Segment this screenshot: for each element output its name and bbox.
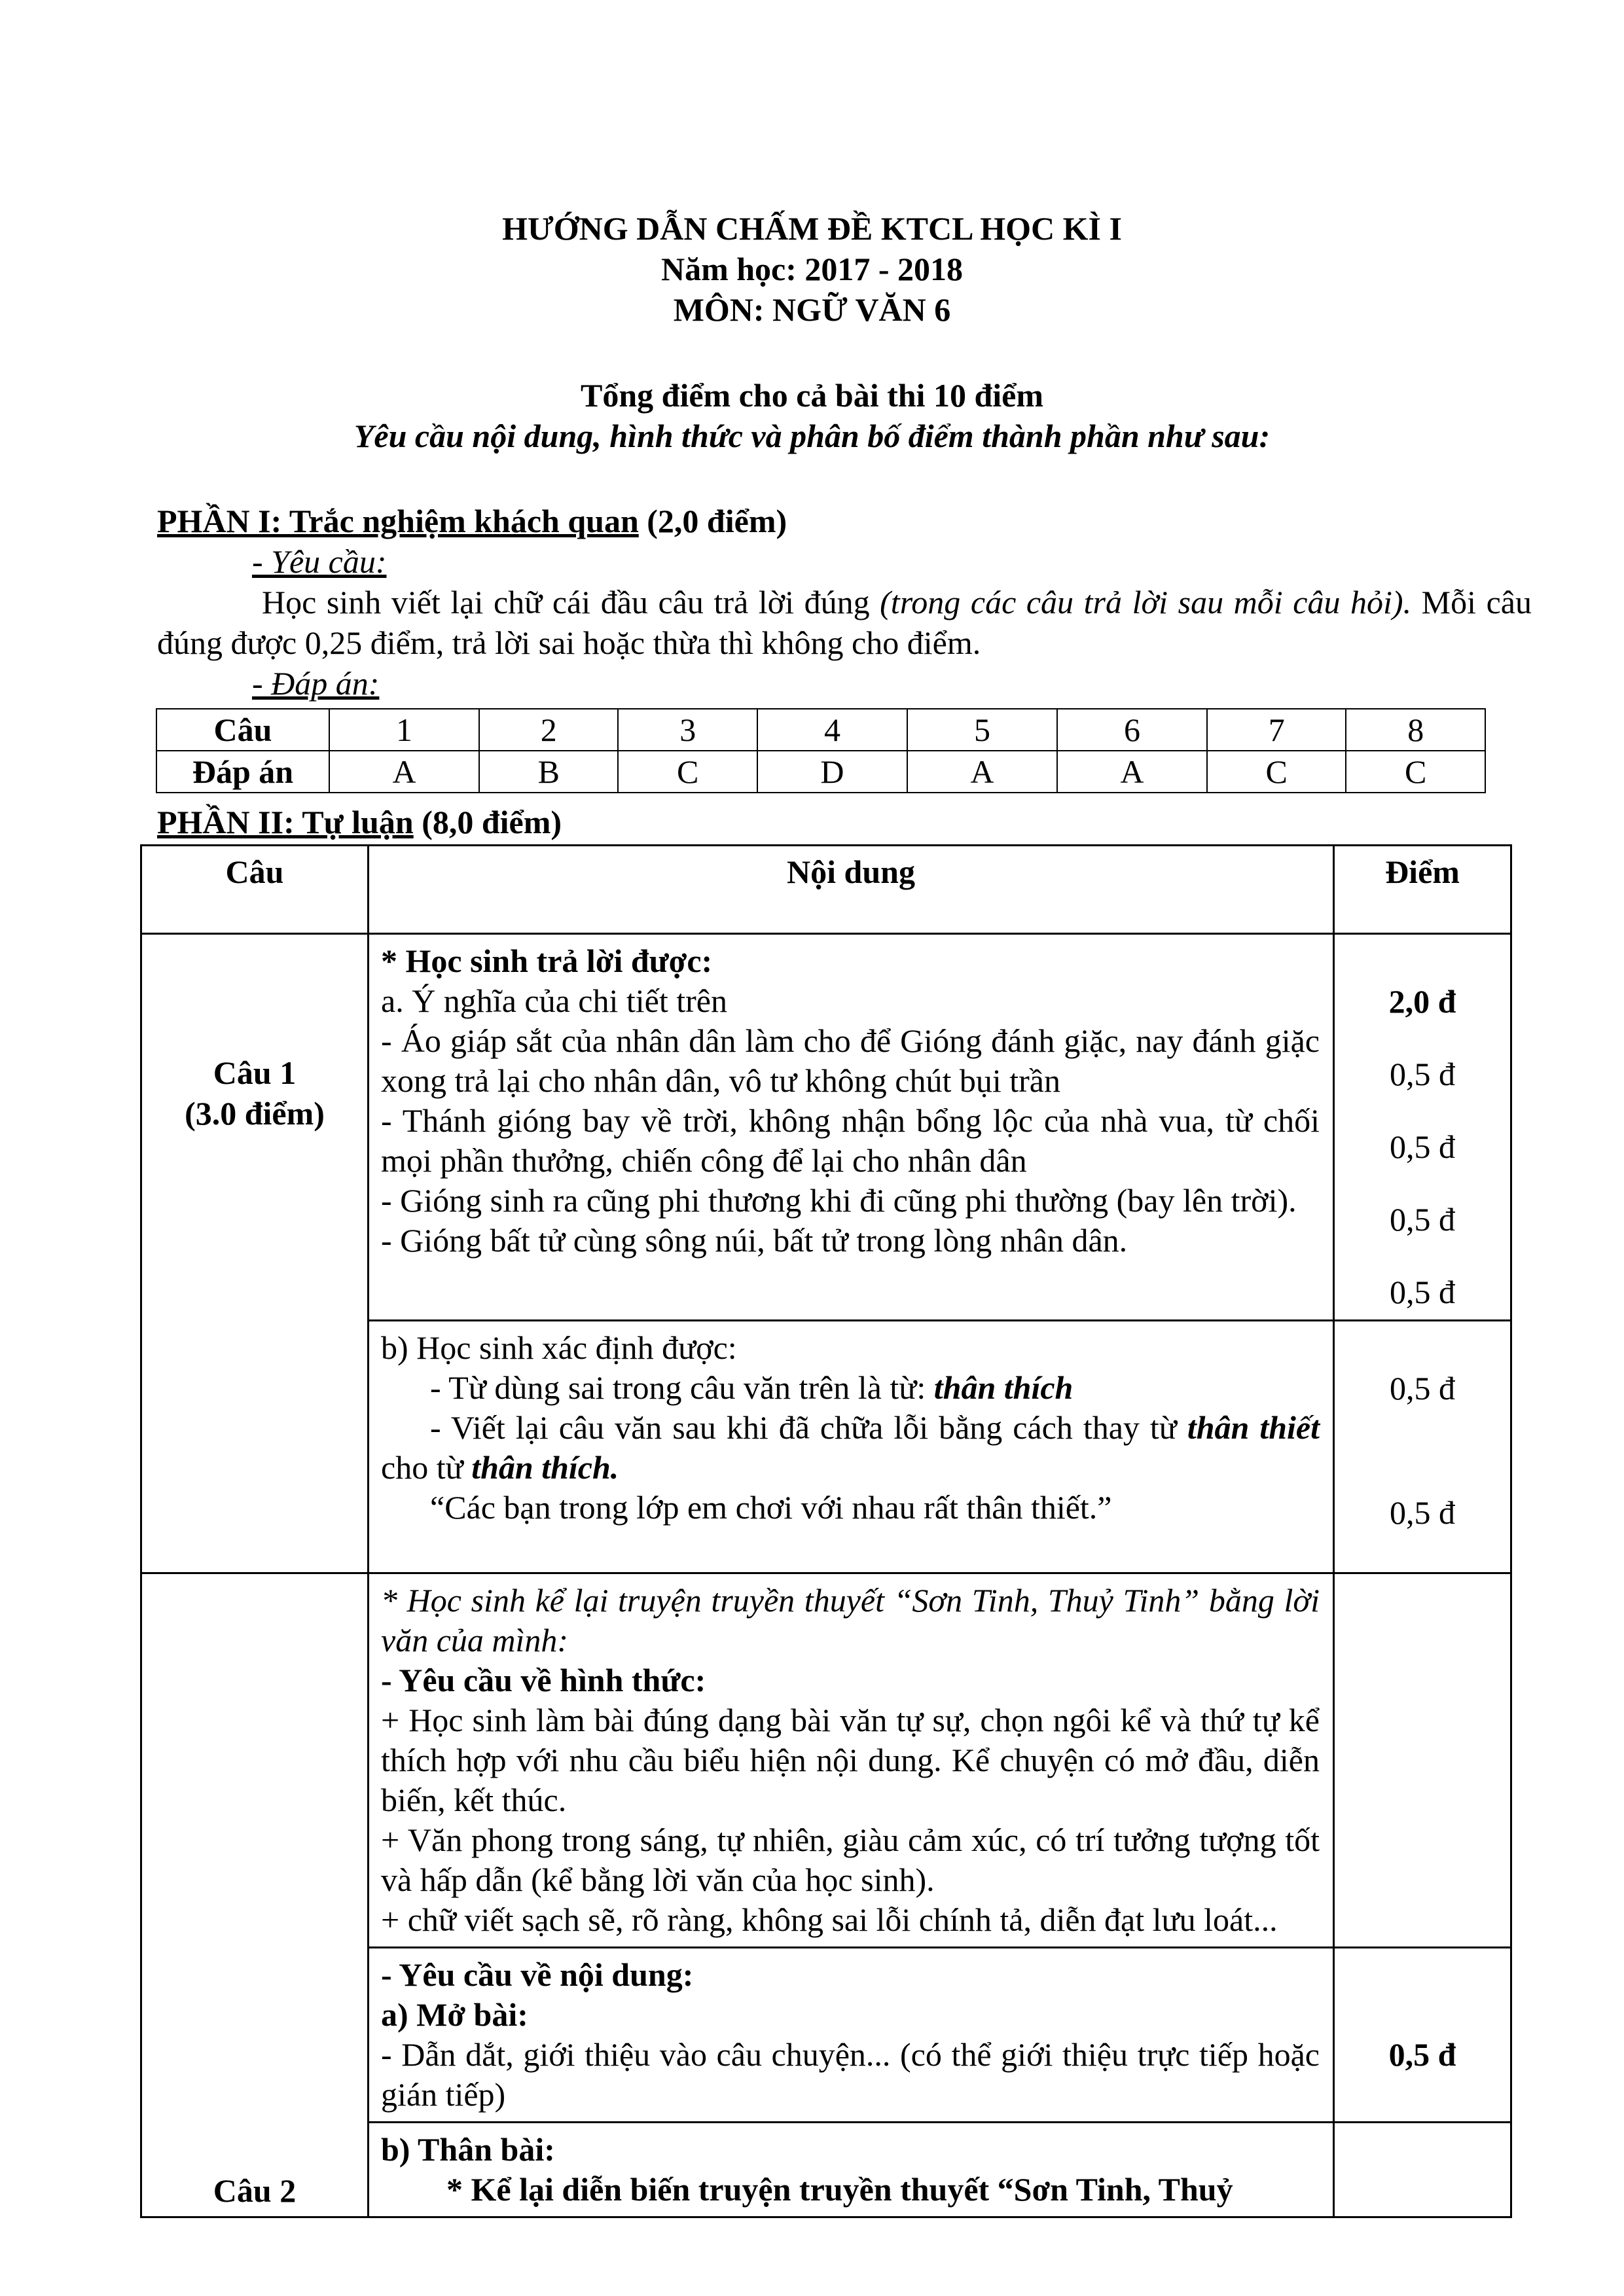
q1-b-score: 0,5 đ	[1390, 1494, 1455, 1531]
part1-title: PHẦN I: Trắc nghiệm khách quan	[157, 503, 639, 539]
answer-cell: A	[329, 751, 479, 793]
q2-content-open	[369, 1948, 1334, 2123]
q1-a-score: 0,5 đ	[1390, 1201, 1455, 1238]
q2-form-item: + chữ viết sạch sẽ, rõ ràng, không sai lỗi chính tả, diễn đạt lưu loát...	[381, 1901, 1278, 1938]
q1-b-line2-mid: cho từ	[381, 1449, 472, 1486]
part1-section	[157, 501, 1532, 704]
q1-b-wrong-word: thân thích	[933, 1369, 1074, 1406]
document-header	[0, 208, 1624, 330]
q1-a-score: 0,5 đ	[1390, 1128, 1455, 1165]
q2-label-cell	[141, 1573, 369, 2217]
q2-form-title: - Yêu cầu về hình thức:	[381, 1662, 706, 1698]
q1-b-line2-text: - Viết lại câu văn sau khi đã chữa lỗi bằng cách thay từ	[430, 1409, 1187, 1446]
req-text-a: Học sinh viết lại chữ cái đầu câu trả lời đúng	[262, 584, 880, 620]
part2-points: (8,0 điểm)	[413, 804, 562, 840]
question-number: 4	[757, 709, 907, 751]
q1-label: Câu 1	[213, 1054, 297, 1091]
answer-table-header: Đáp án	[156, 751, 329, 793]
answer-cell: D	[757, 751, 907, 793]
q1-a-item: - Áo giáp sắt của nhân dân làm cho để Gióng đánh giặc, nay đánh giặc xong trả lại cho nhân dân, vô tư không chút bụi trần	[381, 1022, 1320, 1099]
question-number: 2	[479, 709, 618, 751]
q1-b-line1	[381, 1368, 1320, 1408]
q1-b-line2	[381, 1408, 1320, 1488]
answer-table-row-answers	[156, 751, 1485, 793]
q1-b-score: 0,5 đ	[1390, 1370, 1455, 1407]
q1-b-wrong-word-2: thân thích.	[471, 1449, 619, 1486]
answer-cell: C	[1346, 751, 1485, 793]
part1-req-text	[157, 582, 1532, 663]
essay-table-header-row	[141, 846, 1511, 934]
answer-cell: A	[1057, 751, 1207, 793]
q1-label-cell	[141, 934, 369, 1573]
part1-answer-label: - Đáp án:	[252, 665, 380, 702]
answer-table	[156, 708, 1486, 793]
part1-heading	[157, 501, 1532, 541]
q1-b-correct-word: thân thiết	[1187, 1409, 1320, 1446]
col-header-content: Nội dung	[369, 846, 1334, 934]
q1-a-item: - Gióng bất tử cùng sông núi, bất tử trong lòng nhân dân.	[381, 1222, 1128, 1259]
q1-b-line1-text: - Từ dùng sai trong câu văn trên là từ:	[430, 1369, 934, 1406]
part1-req-label: - Yêu cầu:	[252, 543, 387, 580]
answer-cell: C	[618, 751, 757, 793]
q1-b-line3: “Các bạn trong lớp em chơi với nhau rất thân thiết.”	[430, 1489, 1112, 1526]
q1-a-item: - Gióng sinh ra cũng phi thương khi đi cũng phi thường (bay lên trời).	[381, 1182, 1297, 1219]
q1-row-a	[141, 934, 1511, 1321]
q1-b-intro: b) Học sinh xác định được:	[381, 1329, 737, 1366]
q2-open-text: - Dẫn dắt, giới thiệu vào câu chuyện... (có thể giới thiệu trực tiếp hoặc gián tiếp)	[381, 2036, 1320, 2113]
subject: MÔN: NGỮ VĂN 6	[673, 291, 951, 328]
part2-heading	[157, 802, 562, 842]
q2-body-title: b) Thân bài:	[381, 2131, 555, 2168]
school-year: Năm học: 2017 - 2018	[660, 251, 964, 287]
q1-content-b	[369, 1321, 1334, 1573]
req-text-b: (trong các câu trả lời sau mỗi câu hỏi).	[880, 584, 1412, 620]
col-header-question: Câu	[141, 846, 369, 934]
q2-row-form	[141, 1573, 1511, 1948]
question-number: 7	[1207, 709, 1346, 751]
question-number: 6	[1057, 709, 1207, 751]
q2-form-item: + Học sinh làm bài đúng dạng bài văn tự sự, chọn ngôi kể và thứ tự kể thích hợp với nhu cầu biểu hiện nội dung. Kể chuyện có mở đầu, diễn biến, kết thúc.	[381, 1702, 1320, 1818]
total-points: Tổng điểm cho cả bài thi 10 điểm	[581, 377, 1043, 414]
col-header-score: Điểm	[1334, 846, 1511, 934]
q2-form-item: + Văn phong trong sáng, tự nhiên, giàu cảm xúc, có trí tưởng tượng tốt và hấp dẫn (kể bằng lời văn của học sinh).	[381, 1821, 1320, 1898]
answer-cell: C	[1207, 751, 1346, 793]
q1-a-total: 2,0 đ	[1388, 983, 1456, 1020]
q2-body-text: * Kể lại diễn biến truyện truyền thuyết “Sơn Tinh, Thuỷ	[446, 2171, 1233, 2208]
q2-form-score	[1334, 1573, 1511, 1948]
q1-a-score: 0,5 đ	[1390, 1274, 1455, 1310]
q2-open-score: 0,5 đ	[1388, 2036, 1456, 2073]
question-number: 8	[1346, 709, 1485, 751]
q1-a-title: a. Ý nghĩa của chi tiết trên	[381, 982, 727, 1019]
q2-open-score-cell	[1334, 1948, 1511, 2123]
q1-content-a	[369, 934, 1334, 1321]
question-number: 5	[907, 709, 1057, 751]
q2-intro: * Học sinh kể lại truyện truyền thuyết “Sơn Tinh, Thuỷ Tinh” bằng lời văn của mình:	[381, 1582, 1320, 1659]
part2-title: PHẦN II: Tự luận	[157, 804, 414, 840]
doc-title: HƯỚNG DẪN CHẤM ĐỀ KTCL HỌC KÌ I	[502, 210, 1122, 247]
q2-content-form	[369, 1573, 1334, 1948]
answer-table-row-questions	[156, 709, 1485, 751]
essay-table	[140, 844, 1512, 2218]
answer-table-header: Câu	[156, 709, 329, 751]
q1-a-score: 0,5 đ	[1390, 1056, 1455, 1092]
answer-cell: B	[479, 751, 618, 793]
q2-content-title: - Yêu cầu về nội dung:	[381, 1956, 694, 1993]
q2-content-body	[369, 2123, 1334, 2217]
q1-points: (3.0 điểm)	[185, 1095, 325, 1132]
req-text-c: Mỗi câu đúng được 0,25 điểm, trả lời sai hoặc thừa thì không cho điểm.	[157, 584, 1532, 661]
q1-a-intro: * Học sinh trả lời được:	[381, 942, 713, 979]
total-block	[0, 375, 1624, 456]
requirement-note: Yêu cầu nội dung, hình thức và phân bố điểm thành phần như sau:	[353, 418, 1271, 454]
q1-a-scores	[1334, 934, 1511, 1321]
answer-cell: A	[907, 751, 1057, 793]
q2-open-title: a) Mở bài:	[381, 1996, 528, 2033]
q1-a-item: - Thánh gióng bay về trời, không nhận bổng lộc của nhà vua, từ chối mọi phần thưởng, chiến công để lại cho nhân dân	[381, 1102, 1320, 1179]
q2-label: Câu 2	[213, 2172, 297, 2209]
q1-b-scores	[1334, 1321, 1511, 1573]
question-number: 1	[329, 709, 479, 751]
part1-points: (2,0 điểm)	[638, 503, 787, 539]
question-number: 3	[618, 709, 757, 751]
q2-body-score	[1334, 2123, 1511, 2217]
